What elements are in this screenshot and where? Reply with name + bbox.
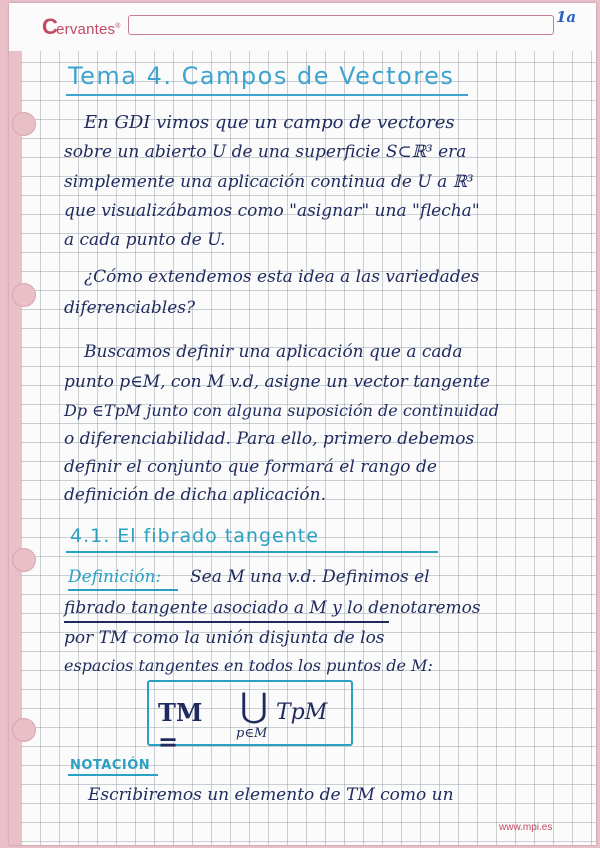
notation-underline (68, 774, 158, 776)
binder-hole (12, 718, 36, 742)
note-title: Tema 4. Campos de Vectores (68, 62, 455, 90)
text-line: punto p∈M, con M v.d, asigne un vector tangente (64, 372, 490, 392)
text-line: sobre un abierto U de una superficie S⊂ℝ³ era (64, 142, 467, 162)
definition-label: Definición: (68, 567, 162, 587)
text-line: Sea M una v.d. Definimos el (190, 567, 430, 587)
formula-rhs: TpM (276, 700, 328, 725)
brand-name: ervantes (56, 21, 116, 38)
section-title: 4.1. El fibrado tangente (70, 525, 319, 547)
text-line: diferenciables? (64, 298, 196, 318)
formula-lhs: TM = (158, 698, 203, 756)
page-number: 1a (556, 8, 577, 26)
notation-label: NOTACIÓN (70, 758, 151, 773)
text-line: definir el conjunto que formará el rango de (64, 457, 437, 477)
binder-hole (12, 112, 36, 136)
text-line: simplemente una aplicación continua de U a ℝ³ (64, 172, 474, 192)
text-line: espacios tangentes en todos los puntos de M: (64, 656, 433, 675)
text-line: definición de dicha aplicación. (64, 485, 326, 505)
fibrado-underline (64, 621, 389, 623)
text-line: Buscamos definir una aplicación que a cada (84, 342, 463, 362)
title-underline (66, 94, 468, 96)
text-line: por TM como la unión disjunta de los (64, 628, 385, 648)
text-line: a cada punto de U. (64, 230, 226, 250)
header-title-box (128, 15, 554, 35)
brand-initial: C (42, 14, 59, 39)
text-line: Dp ∈TpM junto con alguna suposición de continuidad (64, 401, 500, 420)
binder-hole (12, 548, 36, 572)
formula-subscript: p∈M (236, 726, 268, 741)
union-symbol: ⋃ (240, 686, 268, 726)
footer-url: www.mpi.es (499, 822, 553, 833)
brand-logo (42, 14, 121, 40)
text-line: En GDI vimos que un campo de vectores (84, 112, 455, 133)
text-line: fibrado tangente asociado a M y lo denotaremos (64, 598, 481, 618)
definition-underline (68, 589, 178, 591)
text-line: o diferenciabilidad. Para ello, primero debemos (64, 429, 475, 449)
text-line: que visualizábamos como "asignar" una "flecha" (64, 201, 480, 221)
text-line: Escribiremos un elemento de TM como un (88, 785, 454, 805)
section-underline (66, 551, 438, 553)
brand-mark: ® (115, 23, 121, 30)
text-line: ¿Cómo extendemos esta idea a las variedades (84, 267, 480, 287)
binder-hole (12, 283, 36, 307)
